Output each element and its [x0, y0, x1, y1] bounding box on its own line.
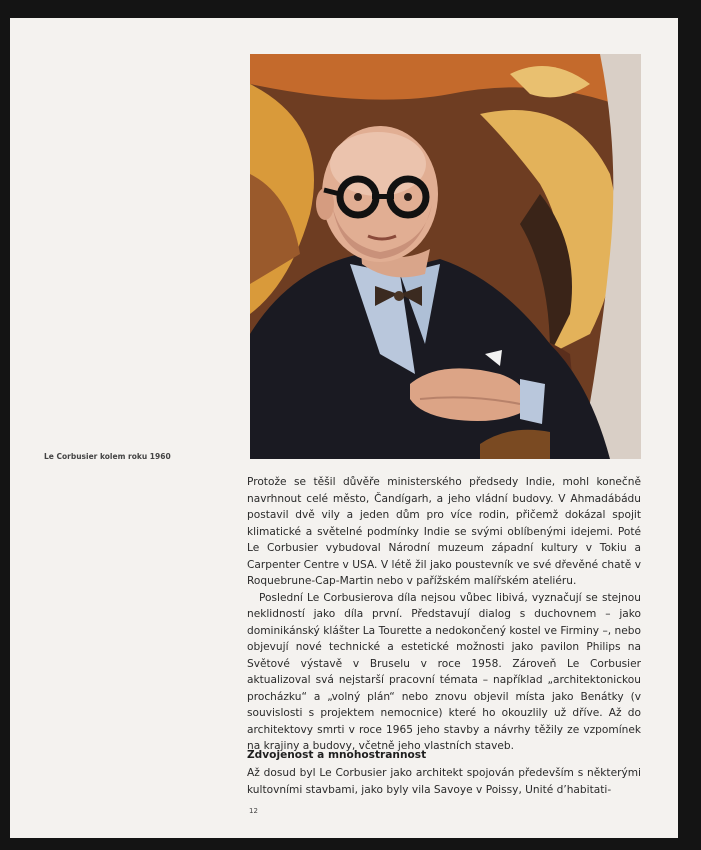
book-page [10, 18, 678, 838]
body-text [247, 474, 641, 755]
paragraph: Poslední Le Corbusierova díla nejsou vůbec libivá, vyznačují se stejnou neklidností jako díla první. Představují dialog s duchovnem – jako dominikánský klášter La Tourette a nedokončený kostel ve Firminy –, nebo objevují nové technické a estetické možnosti jako pavilon Philips na Světové výstavě v Bruselu v roce 1958. Zároveň Le Corbusier aktualizoval svá nejstarší pracovní témata – například „architektonickou procházku“ a „volný plán“ nebo znovu objevil místa jako Benátky (v souvislosti s projektem nemocnice) které ho okouzlily už dříve. Až do architektovy smrti v roce 1965 jeho stavby a návrhy těžily ze vzpomínek na krajiny a budovy, včetně jeho vlastních staveb. [247, 591, 641, 752]
page-number: 12 [249, 807, 258, 815]
portrait-photo [250, 54, 641, 459]
photo-caption: Le Corbusier kolem roku 1960 [44, 452, 171, 461]
section-heading: Zdvojenost a mnohostrannost [247, 749, 427, 761]
section-text: Až dosud byl Le Corbusier jako architekt spojován především s některými kultovními stavbami, jako byly vila Savoye v Poissy, Unité d’habitati- [247, 767, 641, 796]
portrait-illustration [250, 54, 641, 459]
paragraph: Protože se těšil důvěře ministerského předsedy Indie, mohl konečně navrhnout celé město, Čandígarh, a jeho vládní budovy. V Ahmadábádu postavil dvě vily a jeden dům pro více rodin, přičemž dokázal spojit klimatické a světelné podmínky Indie se svými oblíbenými idejemi. Poté Le Corbusier vybudoval Národní muzeum západní kultury v Tokiu a Carpenter Centre v USA. V létě žil jako poustevník ve své dřevěné chatě v Roquebrune-Cap-Martin nebo v pařížském malířském ateliéru. [247, 476, 641, 587]
